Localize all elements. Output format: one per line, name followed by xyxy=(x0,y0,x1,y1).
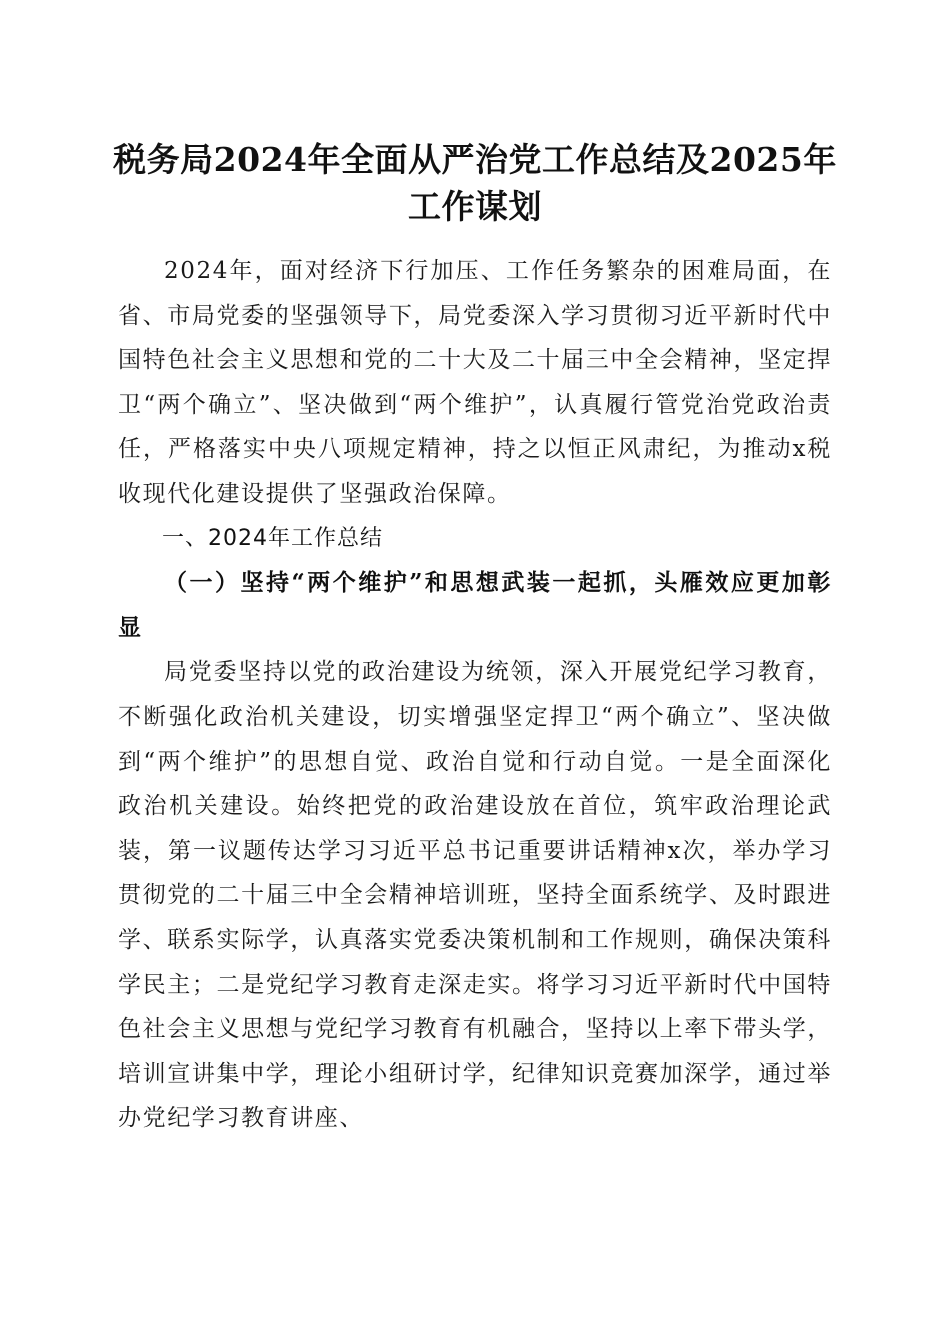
section-heading-summary: 一、2024年工作总结 xyxy=(162,525,383,551)
subsection-paragraph-political: 局党委坚持以党的政治建设为统领，深入开展党纪学习教育，不断强化政治机关建设，切实增强坚定捍卫“两个确立”、坚决做到“两个维护”的思想自觉、政治自觉和行动自觉。一是全面深化政治机关建设。始终把党的政治建设放在首位，筑牢政治理论武装，第一议题传达学习习近平总书记重要讲话精神x次，举办学习贯彻党的二十届三中全会精神培训班，坚持全面系统学、及时跟进学、联系实际学，认真落实党委决策机制和工作规则，确保决策科学民主；二是党纪学习教育走深走实。将学习习近平新时代中国特色社会主义思想与党纪学习教育有机融合，坚持以上率下带头学，培训宣讲集中学，理论小组研讨学，纪律知识竞赛加深学，通过举办党纪学习教育讲座、 xyxy=(118,659,832,1132)
document-title: 税务局2024年全面从严治党工作总结及2025年工作谋划 xyxy=(113,140,837,226)
subsection-heading-political: （一）坚持“两个维护”和思想武装一起抓，头雁效应更加彰显 xyxy=(118,569,832,641)
document-body xyxy=(118,249,832,1141)
intro-paragraph: 2024年，面对经济下行加压、工作任务繁杂的困难局面，在省、市局党委的坚强领导下，局党委深入学习贯彻习近平新时代中国特色社会主义思想和党的二十大及二十届三中全会精神，坚定捍卫“两个确立”、坚决做到“两个维护”，认真履行管党治党政治责任，严格落实中央八项规定精神，持之以恒正风肃纪，为推动x税收现代化建设提供了坚强政治保障。 xyxy=(118,258,832,507)
